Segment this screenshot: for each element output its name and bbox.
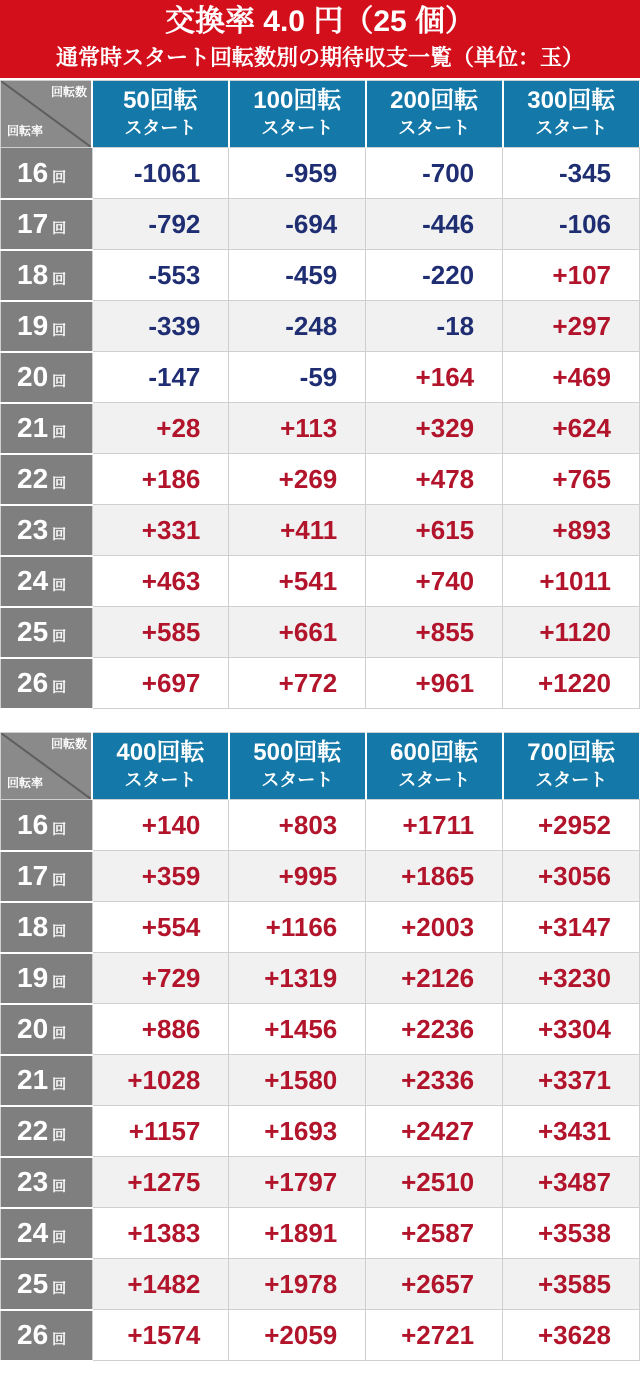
row-unit: 回 (52, 271, 67, 287)
value-cell: +697 (92, 658, 229, 709)
value-cell: -339 (92, 301, 229, 352)
table-row (1, 1259, 640, 1310)
value-cell: -106 (503, 199, 640, 250)
column-header (366, 81, 503, 148)
table-row (1, 658, 640, 709)
value-cell: -792 (92, 199, 229, 250)
row-header (1, 352, 93, 403)
value-cell: +995 (229, 851, 366, 902)
row-header (1, 953, 93, 1004)
column-header-start: スタート (261, 117, 334, 138)
column-header (503, 81, 640, 148)
table-row (1, 607, 640, 658)
value-cell: +113 (229, 403, 366, 454)
row-header (1, 1004, 93, 1055)
value-cell: -345 (503, 148, 640, 199)
value-cell: +961 (366, 658, 503, 709)
row-rate: 25 (17, 1268, 49, 1299)
column-header-spins: 500回転 (253, 738, 342, 766)
column-header-spins: 50回転 (123, 86, 198, 114)
row-header (1, 301, 93, 352)
column-header-spins: 400回転 (116, 738, 205, 766)
value-cell: +411 (229, 505, 366, 556)
column-header-start: スタート (124, 117, 197, 138)
value-cell: +1011 (503, 556, 640, 607)
value-cell: +2126 (366, 953, 503, 1004)
corner-label-rate: 回転率 (7, 124, 44, 138)
column-header-start: スタート (535, 117, 608, 138)
row-header (1, 556, 93, 607)
table-row (1, 199, 640, 250)
value-cell: +1157 (92, 1106, 229, 1157)
table-row (1, 454, 640, 505)
table-row (1, 851, 640, 902)
value-cell: +3304 (503, 1004, 640, 1055)
value-cell: +1797 (229, 1157, 366, 1208)
table-row (1, 250, 640, 301)
row-rate: 22 (17, 463, 49, 494)
value-cell: +469 (503, 352, 640, 403)
value-cell: +1028 (92, 1055, 229, 1106)
column-header-start: スタート (398, 117, 471, 138)
row-header (1, 658, 93, 709)
row-header (1, 1310, 93, 1361)
row-rate: 18 (17, 259, 49, 290)
value-cell: +615 (366, 505, 503, 556)
row-header (1, 454, 93, 505)
row-header (1, 800, 93, 851)
value-cell: +855 (366, 607, 503, 658)
row-unit: 回 (52, 373, 67, 389)
table-row (1, 953, 640, 1004)
value-cell: -959 (229, 148, 366, 199)
value-cell: +1166 (229, 902, 366, 953)
value-cell: +329 (366, 403, 503, 454)
table-row (1, 148, 640, 199)
row-header (1, 1106, 93, 1157)
row-rate: 19 (17, 310, 49, 341)
value-cell: +1865 (366, 851, 503, 902)
value-cell: +3371 (503, 1055, 640, 1106)
value-cell: -459 (229, 250, 366, 301)
value-cell: +3431 (503, 1106, 640, 1157)
value-cell: +28 (92, 403, 229, 454)
row-unit: 回 (52, 577, 67, 593)
value-cell: +661 (229, 607, 366, 658)
row-unit: 回 (52, 475, 67, 491)
value-cell: +186 (92, 454, 229, 505)
row-unit: 回 (52, 1280, 67, 1296)
value-cell: +3538 (503, 1208, 640, 1259)
value-cell: +1319 (229, 953, 366, 1004)
row-rate: 20 (17, 1013, 49, 1044)
value-cell: +1120 (503, 607, 640, 658)
column-header (92, 733, 229, 800)
row-header (1, 199, 93, 250)
row-unit: 回 (52, 820, 67, 837)
value-cell: +554 (92, 902, 229, 953)
value-cell: -147 (92, 352, 229, 403)
row-unit: 回 (52, 679, 67, 695)
value-cell: +140 (92, 800, 229, 851)
value-cell: +107 (503, 250, 640, 301)
page-subtitle: 通常時スタート回転数別の期待収支一覧（単位：玉） (55, 45, 584, 70)
value-cell: +765 (503, 454, 640, 505)
row-rate: 24 (17, 1217, 49, 1248)
value-cell: +585 (92, 607, 229, 658)
value-cell: +624 (503, 403, 640, 454)
value-cell: +1574 (92, 1310, 229, 1361)
column-header (92, 81, 229, 148)
row-rate: 25 (17, 616, 49, 647)
value-cell: +3230 (503, 953, 640, 1004)
row-unit: 回 (52, 923, 67, 939)
row-rate: 21 (17, 1064, 49, 1095)
row-rate: 22 (17, 1115, 49, 1146)
expected-value-table-2 (0, 732, 640, 1362)
value-cell: -446 (366, 199, 503, 250)
value-cell: +331 (92, 505, 229, 556)
row-header (1, 148, 93, 199)
value-cell: -59 (229, 352, 366, 403)
table-row (1, 301, 640, 352)
column-header (503, 733, 640, 800)
column-header-start: スタート (124, 769, 197, 790)
column-header-start: スタート (535, 769, 608, 790)
table-row (1, 556, 640, 607)
page-header (0, 0, 640, 78)
value-cell: -220 (366, 250, 503, 301)
corner-label-spins: 回転数 (50, 737, 87, 751)
value-cell: -700 (366, 148, 503, 199)
row-unit: 回 (52, 872, 67, 888)
row-header (1, 607, 93, 658)
row-rate: 17 (17, 208, 49, 239)
row-unit: 回 (52, 1127, 67, 1143)
table-corner (1, 733, 93, 800)
row-header (1, 1157, 93, 1208)
value-cell: +1456 (229, 1004, 366, 1055)
value-cell: +297 (503, 301, 640, 352)
row-unit: 回 (52, 424, 67, 440)
row-unit: 回 (52, 168, 67, 185)
row-rate: 23 (17, 514, 49, 545)
value-cell: -248 (229, 301, 366, 352)
value-cell: +463 (92, 556, 229, 607)
row-unit: 回 (52, 1076, 67, 1092)
column-header-spins: 600回転 (390, 738, 479, 766)
column-header-spins: 100回転 (253, 86, 342, 114)
row-rate: 23 (17, 1166, 49, 1197)
value-cell: +164 (366, 352, 503, 403)
table-row (1, 403, 640, 454)
row-rate: 16 (17, 156, 49, 188)
row-rate: 18 (17, 911, 49, 942)
table-row (1, 1208, 640, 1259)
table-row (1, 352, 640, 403)
row-unit: 回 (52, 974, 67, 990)
value-cell: +3056 (503, 851, 640, 902)
corner-label-rate: 回転率 (7, 776, 44, 790)
value-cell: +2059 (229, 1310, 366, 1361)
value-cell: +2721 (366, 1310, 503, 1361)
row-unit: 回 (52, 1331, 67, 1347)
row-unit: 回 (52, 526, 67, 542)
row-header (1, 403, 93, 454)
value-cell: +1482 (92, 1259, 229, 1310)
value-cell: +893 (503, 505, 640, 556)
column-header (366, 733, 503, 800)
row-unit: 回 (52, 628, 67, 644)
table-row (1, 1004, 640, 1055)
expected-value-table-1 (0, 80, 640, 710)
value-cell: +2510 (366, 1157, 503, 1208)
value-cell: +2236 (366, 1004, 503, 1055)
row-unit: 回 (52, 220, 67, 236)
table-row (1, 505, 640, 556)
value-cell: +1383 (92, 1208, 229, 1259)
value-cell: +1978 (229, 1259, 366, 1310)
value-cell: +269 (229, 454, 366, 505)
value-cell: +1220 (503, 658, 640, 709)
column-header-start: スタート (398, 769, 471, 790)
value-cell: +2336 (366, 1055, 503, 1106)
row-rate: 26 (17, 667, 49, 698)
value-cell: -694 (229, 199, 366, 250)
value-cell: +729 (92, 953, 229, 1004)
row-header (1, 851, 93, 902)
table-row (1, 1106, 640, 1157)
table-row (1, 800, 640, 851)
value-cell: +1711 (366, 800, 503, 851)
value-cell: +1580 (229, 1055, 366, 1106)
value-cell: +359 (92, 851, 229, 902)
column-header-spins: 700回転 (527, 738, 616, 766)
row-unit: 回 (52, 1025, 67, 1041)
row-rate: 19 (17, 962, 49, 993)
row-rate: 17 (17, 860, 49, 891)
value-cell: +2657 (366, 1259, 503, 1310)
row-rate: 24 (17, 565, 49, 596)
table-row (1, 1310, 640, 1361)
value-cell: -553 (92, 250, 229, 301)
row-header (1, 902, 93, 953)
value-cell: -18 (366, 301, 503, 352)
value-cell: +886 (92, 1004, 229, 1055)
value-cell: +1891 (229, 1208, 366, 1259)
value-cell: -1061 (92, 148, 229, 199)
value-cell: +2587 (366, 1208, 503, 1259)
value-cell: +478 (366, 454, 503, 505)
value-cell: +1275 (92, 1157, 229, 1208)
value-cell: +772 (229, 658, 366, 709)
row-unit: 回 (52, 322, 67, 338)
value-cell: +3147 (503, 902, 640, 953)
column-header-spins: 300回転 (527, 86, 616, 114)
row-header (1, 250, 93, 301)
value-cell: +541 (229, 556, 366, 607)
value-cell: +740 (366, 556, 503, 607)
corner-label-spins: 回転数 (50, 85, 87, 99)
value-cell: +3628 (503, 1310, 640, 1361)
row-rate: 20 (17, 361, 49, 392)
row-rate: 21 (17, 412, 49, 443)
value-cell: +3487 (503, 1157, 640, 1208)
row-unit: 回 (52, 1178, 67, 1194)
table-corner (1, 81, 93, 148)
row-header (1, 1208, 93, 1259)
row-header (1, 1055, 93, 1106)
row-rate: 16 (17, 808, 49, 840)
value-cell: +2003 (366, 902, 503, 953)
table-row (1, 902, 640, 953)
value-cell: +3585 (503, 1259, 640, 1310)
column-header (229, 81, 366, 148)
column-header-spins: 200回転 (390, 86, 479, 114)
value-cell: +2427 (366, 1106, 503, 1157)
table-row (1, 1157, 640, 1208)
row-header (1, 1259, 93, 1310)
column-header (229, 733, 366, 800)
value-cell: +803 (229, 800, 366, 851)
value-cell: +1693 (229, 1106, 366, 1157)
row-unit: 回 (52, 1229, 67, 1245)
row-header (1, 505, 93, 556)
row-rate: 26 (17, 1319, 49, 1350)
value-cell: +2952 (503, 800, 640, 851)
page-title: 交換率 4.0 円（25 個） (164, 5, 476, 38)
column-header-start: スタート (261, 769, 334, 790)
table-row (1, 1055, 640, 1106)
